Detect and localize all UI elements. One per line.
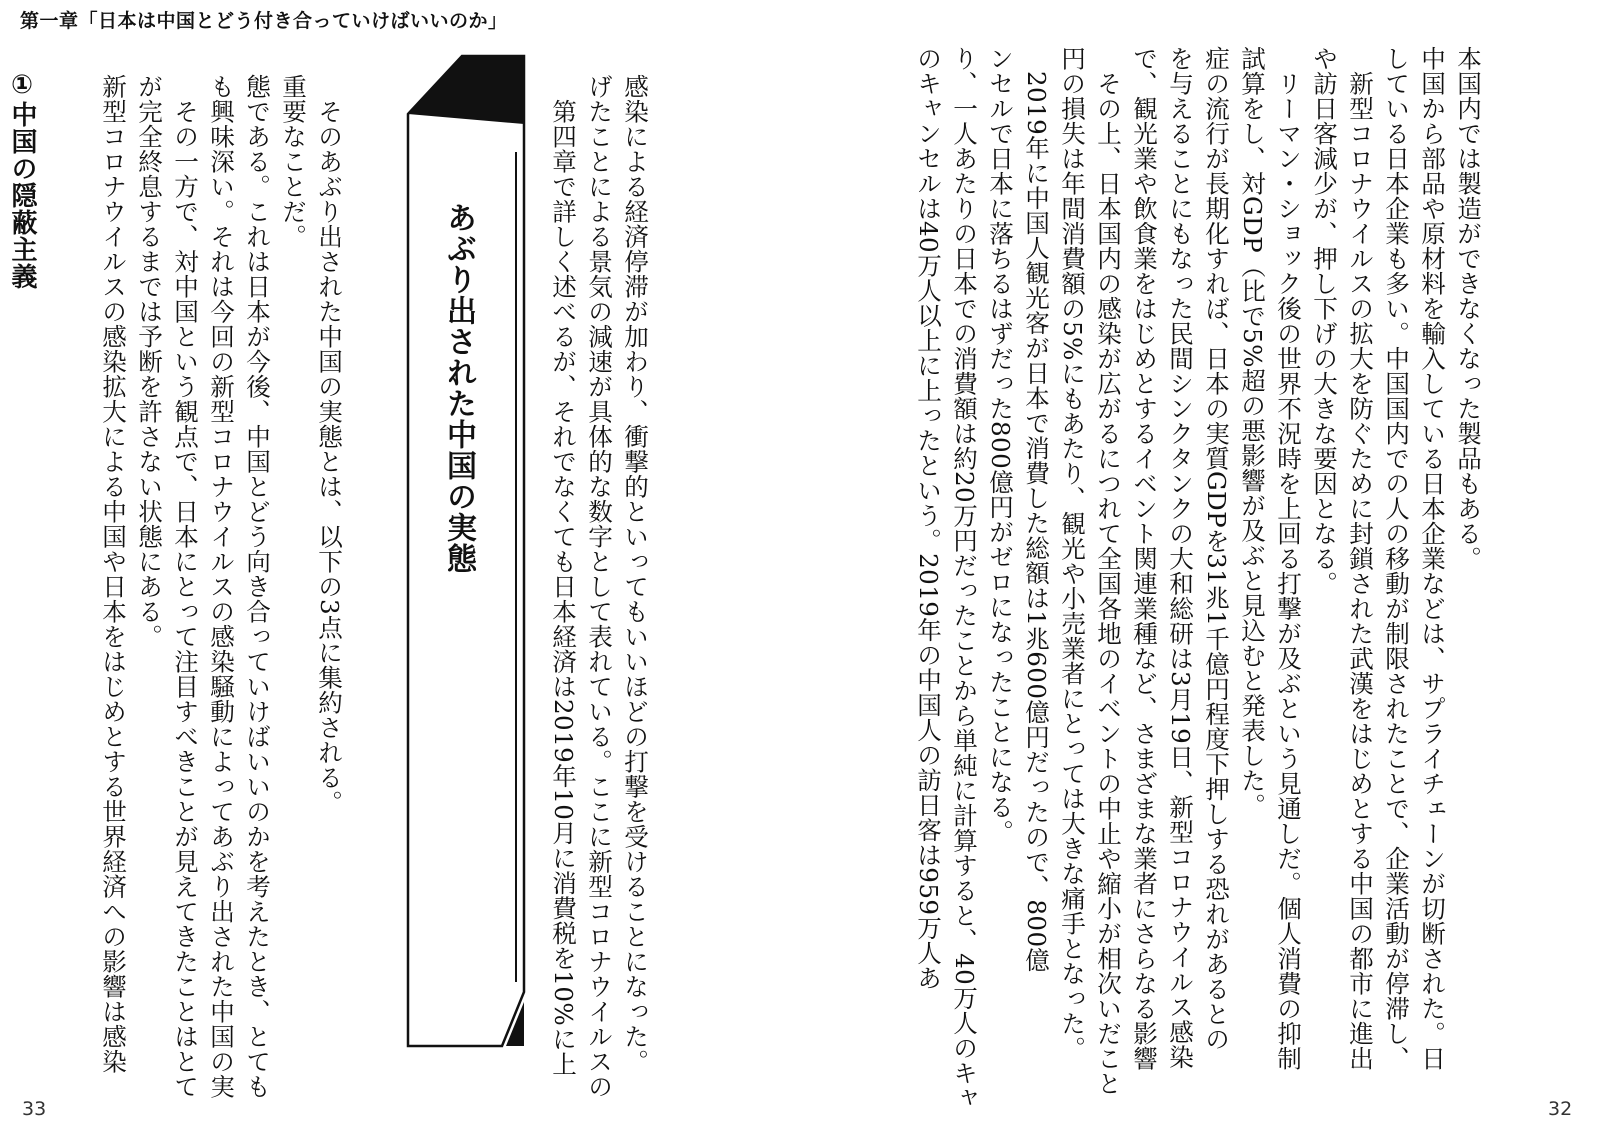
text-line: 試算をし、対GDP（比で5%超の悪影響が及ぶと見込むと発表した。	[1238, 46, 1267, 818]
text-line: そのあぶり出された中国の実態とは、以下の3点に集約される。	[315, 74, 344, 816]
text-line: 本国内では製造ができなくなった製品もある。	[1454, 46, 1483, 571]
section-heading-box	[404, 52, 528, 1052]
text-line: や訪日客減少が、押し下げの大きな要因となる。	[1310, 46, 1339, 596]
running-head: 第一章「日本は中国とどう付き合っていけばいいのか」	[20, 10, 508, 32]
text-line: その一方で、対中国という観点で、日本にとって注目すべきことが見えてきたことはとて	[171, 74, 200, 1099]
text-line: 円の損失は年間消費額の5%にもあたり、観光や小売業者にとっては大きな痛手となった。	[1058, 46, 1087, 1061]
text-line: 新型コロナウイルスの感染拡大による中国や日本をはじめとする世界経済への影響は感染	[99, 74, 128, 1074]
text-line: ンセルで日本に落ちるはずだった800億円がゼロになったことになる。	[986, 46, 1015, 845]
text-line: 第四章で詳しく述べるが、それでなくても日本経済は2019年10月に消費税を10%に上	[549, 74, 578, 1077]
text-line: げたことによる景気の減速が具体的な数字として表れている。ここに新型コロナウイルスの	[585, 74, 614, 1099]
text-line: り、一人あたりの日本での消費額は約20万円だったことから単純に計算すると、40万人のキャ	[950, 46, 979, 1111]
text-line: その上、日本国内の感染が広がるにつれて全国各地のイベントの中止や縮小が相次いだこと	[1094, 46, 1123, 1096]
text-line: 新型コロナウイルスの拡大を防ぐために封鎖された武漢をはじめとする中国の都市に進出	[1346, 46, 1375, 1071]
text-line: のキャンセルは40万人以上に上ったという。2019年の中国人の訪日客は959万人あ	[914, 46, 943, 991]
text-line: 態である。これは日本が今後、中国とどう向き合っていけばいいのかを考えたとき、とても	[243, 74, 272, 1099]
subsection-title: ①中国の隠蔽主義	[7, 70, 37, 290]
text-line: が完全終息するまでは予断を許さない状態にある。	[135, 74, 164, 649]
left-page-body-left	[95, 74, 347, 1099]
text-line: も興味深い。それは今回の新型コロナウイルスの感染騒動によってあぶり出された中国の実	[207, 74, 236, 1099]
text-line: で、観光業や飲食業をはじめとするイベント関連業種など、さまざまな業者にさらなる影響	[1130, 46, 1159, 1071]
left-page-body-mid	[545, 74, 653, 1099]
section-heading-title: あぶり出された中国の実態	[441, 202, 476, 574]
text-line: している日本企業も多い。中国国内での人の移動が制限されたことで、企業活動が停滞し、	[1382, 46, 1411, 1071]
text-line: 症の流行が長期化すれば、日本の実質GDPを31兆1千億円程度下押しする恐れがあるとの	[1202, 46, 1231, 1052]
subsection-title-column	[4, 70, 40, 290]
page-number-right: 32	[1548, 1098, 1573, 1120]
text-line: 感染による経済停滞が加わり、衝撃的といってもいいほどの打撃を受けることになった。	[621, 74, 650, 1074]
text-line: 中国から部品や原材料を輸入している日本企業などは、サプライチェーンが切断された。日	[1418, 46, 1447, 1071]
text-line: 2019年に中国人観光客が日本で消費した総額は1兆600億円だったので、800億	[1022, 46, 1051, 973]
text-line: リーマン・ショック後の世界不況時を上回る打撃が及ぶという見通しだ。個人消費の抑制	[1274, 46, 1303, 1071]
text-line: を与えることにもなった民間シンクタンクの大和総研は3月19日、新型コロナウイルス感染	[1166, 46, 1195, 1070]
right-page-body	[910, 46, 1486, 1110]
text-line: 重要なことだ。	[279, 74, 308, 249]
page-number-left: 33	[22, 1098, 47, 1120]
